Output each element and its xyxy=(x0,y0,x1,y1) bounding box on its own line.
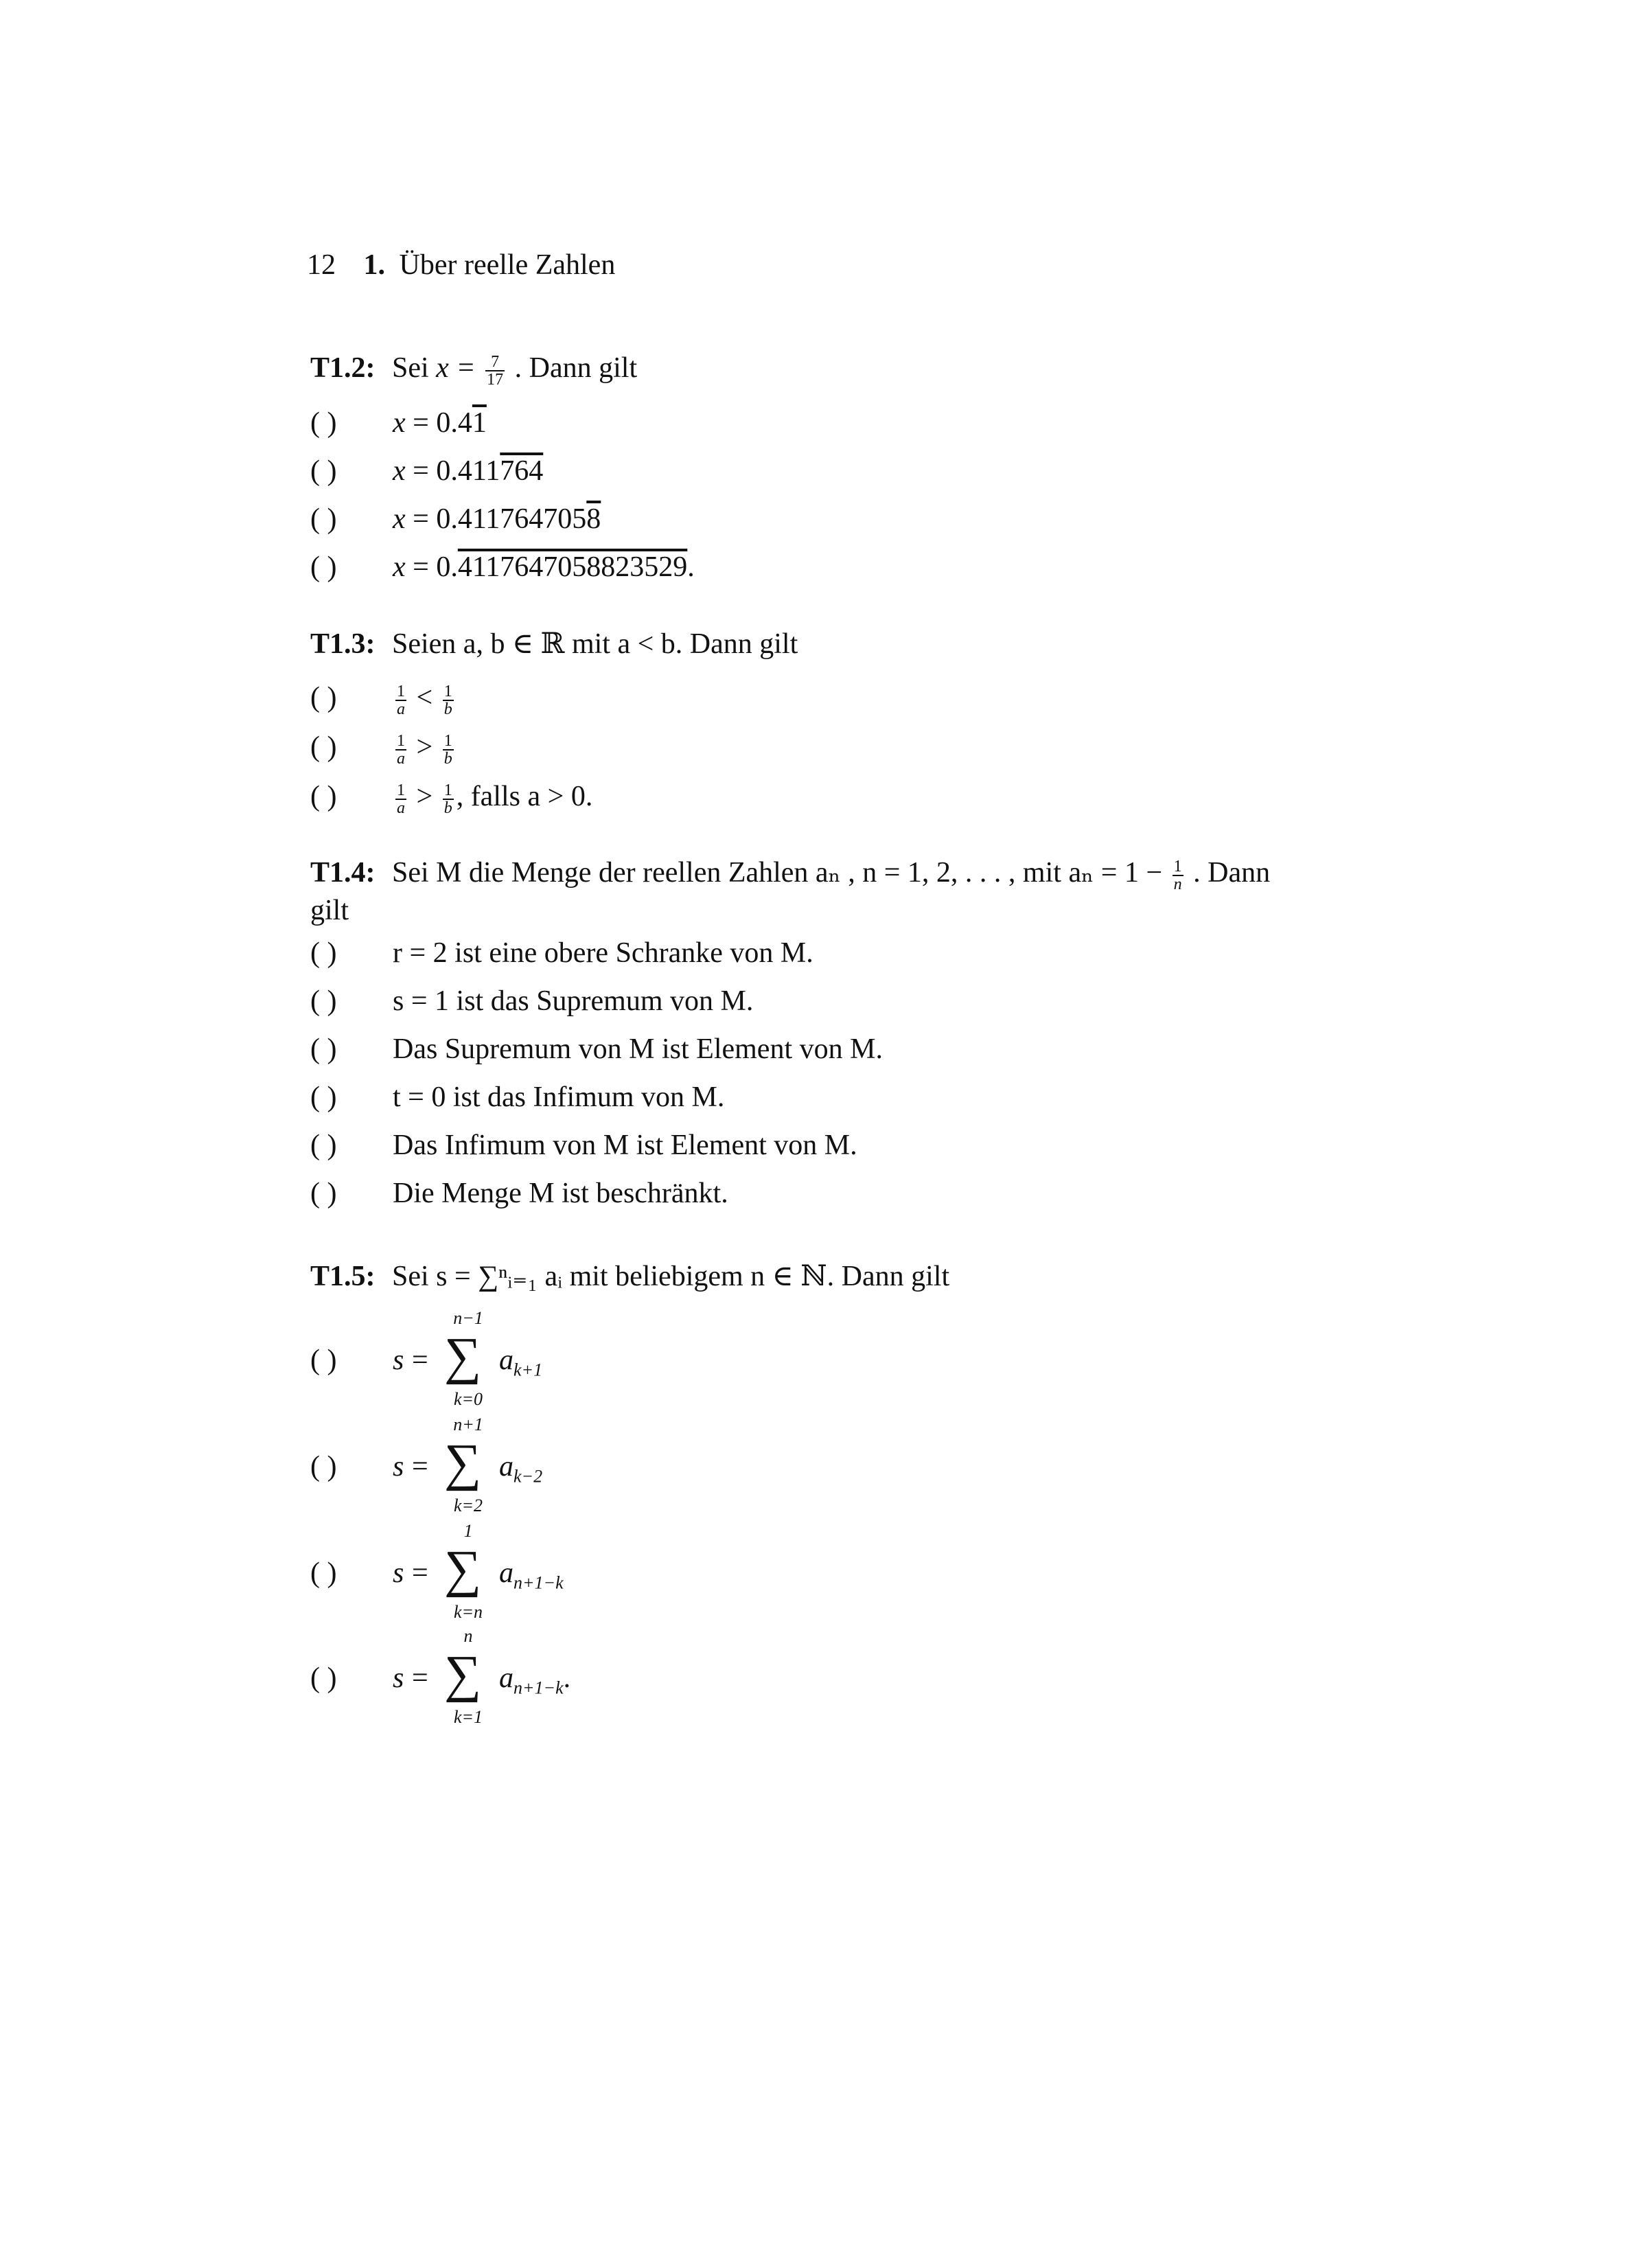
answer-option[interactable] xyxy=(310,1308,997,1418)
sum-lower-limit: k=2 xyxy=(453,1496,483,1515)
sum-lower-limit: k=0 xyxy=(453,1389,483,1409)
answer-checkbox[interactable]: ( ) xyxy=(310,985,337,1017)
answer-checkbox[interactable]: ( ) xyxy=(310,455,337,487)
fraction-numerator: 1 xyxy=(1173,857,1182,875)
equals-sign: = xyxy=(412,1662,428,1694)
sum-term xyxy=(499,1344,542,1380)
chapter-title: Über reelle Zahlen xyxy=(399,249,616,281)
fraction xyxy=(395,733,406,767)
option-content xyxy=(393,501,601,537)
answer-option[interactable] xyxy=(310,680,452,718)
question-text-continued: . Dann xyxy=(1193,857,1271,889)
answer-option[interactable] xyxy=(310,501,601,537)
question-t1-4 xyxy=(310,855,1361,928)
question-text: Seien a, b ∈ ℝ mit a < b. Dann gilt xyxy=(392,628,798,660)
question-label: T1.2: xyxy=(310,352,376,384)
answer-option[interactable] xyxy=(310,729,452,768)
sum-lower-limit: k=n xyxy=(453,1602,483,1622)
option-variable: x xyxy=(393,455,406,487)
fraction-numerator: 1 xyxy=(397,731,405,750)
option-value: = 0.411764705 xyxy=(413,503,587,535)
option-variable: x xyxy=(393,551,406,583)
sigma-symbol: ∑ xyxy=(444,1540,482,1598)
sigma-symbol: ∑ xyxy=(444,1645,482,1703)
answer-option[interactable] xyxy=(310,1079,725,1115)
question-text: Sei M die Menge der reellen Zahlen aₙ , n = 1, 2, . . . , mit aₙ = 1 − xyxy=(392,857,1163,889)
answer-option[interactable] xyxy=(310,1031,883,1067)
term-subscript: k−2 xyxy=(513,1466,543,1487)
sum-variable: s xyxy=(393,1451,404,1482)
fraction xyxy=(443,782,454,816)
answer-checkbox[interactable]: ( ) xyxy=(310,1557,337,1589)
answer-option[interactable] xyxy=(310,549,695,585)
option-value: = 0. xyxy=(413,551,458,583)
answer-checkbox[interactable]: ( ) xyxy=(310,937,337,969)
equals-sign: = xyxy=(412,1451,428,1482)
fraction-denominator: a xyxy=(397,700,405,718)
answer-checkbox[interactable]: ( ) xyxy=(310,551,337,583)
fraction-numerator: 1 xyxy=(397,781,405,799)
question-text-end: gilt xyxy=(310,894,349,926)
answer-option[interactable] xyxy=(310,935,813,971)
fraction-numerator: 1 xyxy=(443,731,452,750)
fraction-denominator: b xyxy=(443,799,452,817)
answer-checkbox[interactable]: ( ) xyxy=(310,503,337,535)
answer-checkbox[interactable]: ( ) xyxy=(310,1033,337,1065)
fraction-numerator: 1 xyxy=(443,682,452,700)
question-t1-5 xyxy=(310,1259,949,1294)
fraction-numerator: 7 xyxy=(485,354,505,371)
answer-checkbox[interactable]: ( ) xyxy=(310,1344,337,1376)
fraction xyxy=(1173,858,1184,893)
answer-option[interactable] xyxy=(310,779,593,817)
fraction xyxy=(443,733,454,767)
term-base: a xyxy=(499,1662,513,1694)
term-base: a xyxy=(499,1344,513,1376)
answer-checkbox[interactable]: ( ) xyxy=(310,1130,337,1161)
answer-option[interactable] xyxy=(310,1176,728,1211)
fraction-denominator: a xyxy=(397,799,405,817)
sum-upper-limit: n+1 xyxy=(453,1414,483,1434)
term-tail: . xyxy=(563,1662,571,1694)
answer-option[interactable] xyxy=(310,1414,997,1524)
answer-checkbox[interactable]: ( ) xyxy=(310,1081,337,1113)
option-tail: . xyxy=(687,551,695,583)
option-tail: , falls a > 0. xyxy=(456,781,593,812)
sum-variable: s xyxy=(393,1662,404,1694)
term-subscript: n+1−k xyxy=(513,1572,564,1593)
question-text-end: . Dann gilt xyxy=(514,352,638,384)
option-content xyxy=(393,729,457,767)
answer-checkbox[interactable]: ( ) xyxy=(310,781,337,812)
option-content xyxy=(393,549,695,585)
repeating-period: 764 xyxy=(500,455,544,487)
relation: > xyxy=(416,731,433,763)
option-content xyxy=(393,779,592,816)
answer-checkbox[interactable]: ( ) xyxy=(310,1178,337,1209)
option-content xyxy=(393,680,457,718)
sum-upper-limit: n−1 xyxy=(453,1308,483,1328)
sum-upper-limit: 1 xyxy=(463,1521,473,1541)
term-subscript: k+1 xyxy=(513,1360,543,1380)
question-t1-3 xyxy=(310,626,798,662)
option-value: = 0.411 xyxy=(413,455,500,487)
answer-checkbox[interactable]: ( ) xyxy=(310,1451,337,1482)
option-value: = 0.4 xyxy=(413,407,472,439)
repeating-period: 1 xyxy=(472,407,487,439)
answer-checkbox[interactable]: ( ) xyxy=(310,731,337,763)
answer-checkbox[interactable]: ( ) xyxy=(310,682,337,713)
option-variable: x xyxy=(393,503,406,535)
fraction-denominator: b xyxy=(443,749,452,768)
sum-upper-limit: n xyxy=(463,1626,473,1646)
sum-variable: s xyxy=(393,1557,404,1589)
question-text: Sei s = ∑ⁿᵢ₌₁ aᵢ mit beliebigem n ∈ ℕ. Dann gilt xyxy=(392,1261,950,1292)
option-text: Das Supremum von M ist Element von M. xyxy=(393,1033,883,1065)
question-label: T1.4: xyxy=(310,857,376,889)
answer-option[interactable] xyxy=(310,983,754,1019)
answer-checkbox[interactable]: ( ) xyxy=(310,1662,337,1694)
page-number: 12 xyxy=(307,249,336,281)
relation: > xyxy=(416,781,433,812)
fraction-denominator: a xyxy=(397,749,405,768)
fraction-numerator: 1 xyxy=(397,682,405,700)
fraction-numerator: 1 xyxy=(443,781,452,799)
relation: < xyxy=(416,682,433,713)
option-text: s = 1 ist das Supremum von M. xyxy=(393,985,754,1017)
question-label: T1.3: xyxy=(310,628,376,660)
fraction xyxy=(485,354,505,388)
question-text: Sei xyxy=(392,352,429,384)
sum-term xyxy=(499,1450,542,1487)
equals-sign: = xyxy=(412,1557,428,1589)
fraction xyxy=(395,683,406,718)
term-base: a xyxy=(499,1557,513,1589)
chapter-number: 1. xyxy=(363,249,385,281)
answer-checkbox[interactable]: ( ) xyxy=(310,407,337,439)
sum-term xyxy=(499,1557,564,1593)
fraction xyxy=(395,782,406,816)
answer-option[interactable] xyxy=(310,1521,997,1631)
sum-term xyxy=(499,1662,570,1698)
answer-option[interactable] xyxy=(310,1626,997,1736)
fraction-denominator: n xyxy=(1173,875,1182,893)
repeating-period: 8 xyxy=(586,503,601,535)
option-content xyxy=(393,453,543,489)
question-t1-2 xyxy=(310,350,637,388)
question-label: T1.5: xyxy=(310,1261,376,1292)
sigma-symbol: ∑ xyxy=(444,1434,482,1491)
answer-option[interactable] xyxy=(310,405,487,441)
running-header xyxy=(307,249,615,282)
option-text: r = 2 ist eine obere Schranke von M. xyxy=(393,937,813,969)
equals-sign: = xyxy=(412,1344,428,1376)
option-content xyxy=(393,405,487,441)
fraction-denominator: b xyxy=(443,700,452,718)
answer-option[interactable] xyxy=(310,1127,857,1163)
answer-option[interactable] xyxy=(310,453,544,489)
fraction-denominator: 17 xyxy=(487,370,504,389)
term-subscript: n+1−k xyxy=(513,1677,564,1698)
fraction xyxy=(443,683,454,718)
option-text: t = 0 ist das Infimum von M. xyxy=(393,1081,725,1113)
option-text: Die Menge M ist beschränkt. xyxy=(393,1178,728,1209)
sum-variable: s xyxy=(393,1344,404,1376)
sigma-symbol: ∑ xyxy=(444,1327,482,1385)
repeating-period: 4117647058823529 xyxy=(457,551,688,583)
option-text: Das Infimum von M ist Element von M. xyxy=(393,1130,857,1161)
sum-lower-limit: k=1 xyxy=(453,1707,483,1727)
option-variable: x xyxy=(393,407,406,439)
term-base: a xyxy=(499,1451,513,1482)
question-math: x = xyxy=(436,352,476,384)
